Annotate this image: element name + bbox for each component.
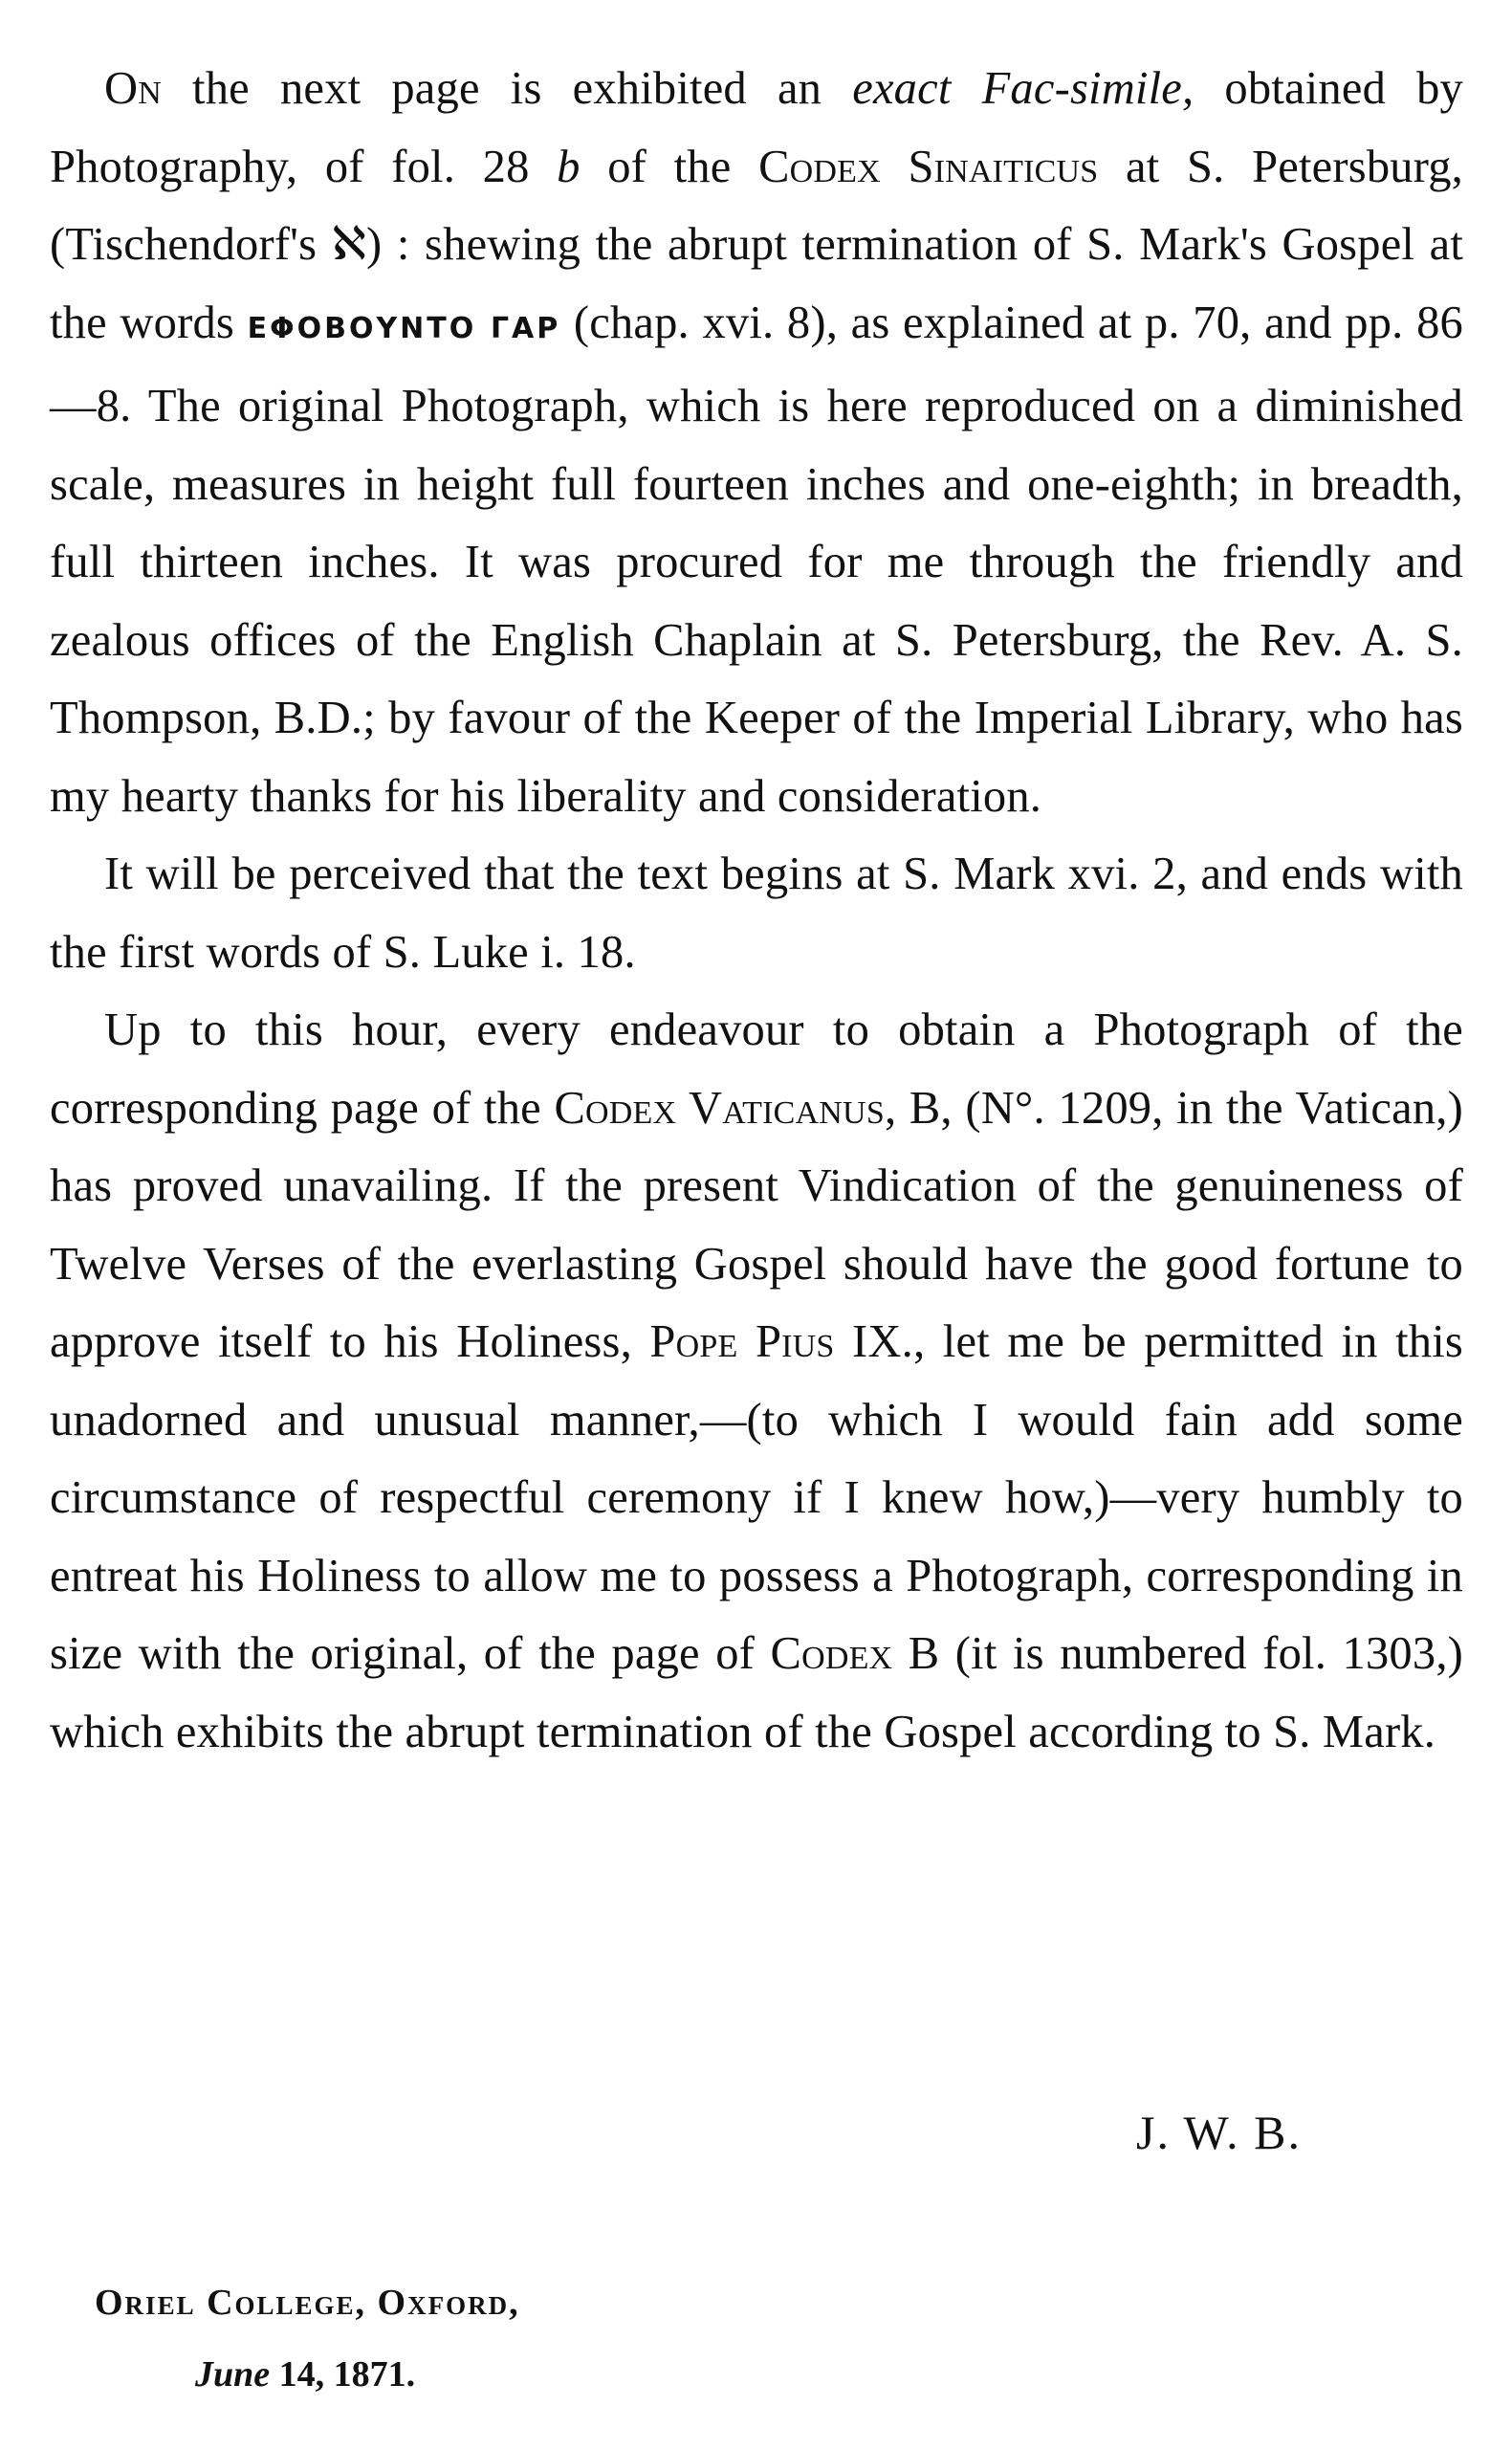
facsimile-italic: Fac-simile, [981,63,1194,114]
text-run [952,63,982,114]
author-signature: J. W. B. [1136,2106,1303,2159]
exact-italic: exact [852,63,952,114]
date-line [195,2353,415,2395]
text-run: (chap. xvi. 8), as explained at p. 70, and pp. 86—8. The original Photograph, which is here reproduced on a diminished scale, measures in height full fourteen inches and one-eighth; in breadth, full thirteen inches. It was procured for me through the friendly and zealous offices of the English Chaplain at S. Petersburg, the Rev. A. S. Thompson, B.D.; by favour of the Keeper of the Imperial Library, who has my hearty thanks for his liberality and consideration. [50,297,1463,822]
text-run: at S. Petersburg, (Tischendorf's [50,141,1463,270]
paragraph-text-range: It will be perceived that the text begins at S. Mark xvi. 2, and ends with the first words of S. Luke i. 18. [50,849,1463,978]
date-month: June [195,2354,271,2395]
folio-b-italic: b [557,141,581,192]
date-day-year: 14, 1871. [270,2354,416,2395]
text-run: the next page is exhibited an [161,63,853,114]
text-run: ) : shewing the abrupt termination of S. Mark's Gospel at the words [50,219,1463,348]
pope-pius-name: Pope Pius [649,1316,835,1367]
preface-body [50,50,1463,1771]
place-line: Oriel College, Oxford, [95,2283,520,2323]
text-run: IX., let me be permitted in this unadorned and unusual manner,—(to which I would fain add some circumstance of respectful ceremony if I knew how,)—very humbly to entreat his Holiness to allow me to possess a Photograph, corresponding in size with the original, of the page of [50,1316,1463,1679]
codex-name: Codex [770,1628,893,1679]
codex-sinaiticus-name: Codex Sinaiticus [758,141,1099,192]
text-run: of the [580,141,759,192]
codex-vaticanus-name: Codex Vaticanus [554,1082,885,1134]
text-run: Up to this hour, every endeavour to obtain a Photograph of the corresponding page of the [50,1004,1463,1134]
aleph-symbol: ℵ [331,219,367,270]
text-run: , B, (N°. 1209, in the Vatican,) has proved unavailing. If the present Vindication of the genuineness of Twelve Verses of the everlasting Gospel should have the good fortune to approve itself to his Holiness, [50,1082,1463,1367]
text-run: B (it is numbered fol. 1303,) which exhibits the abrupt termination of the Gospel according to S. Mark. [50,1628,1463,1757]
greek-words: ΕΦΟΒΟΥΝΤΟ ΓΑΡ [247,311,561,345]
paragraph-vaticanus-request [50,991,1463,1771]
paragraph-facsimile-description [50,50,1463,835]
opening-word: On [104,63,162,114]
text-run: obtained by Photography, of fol. 28 [50,63,1463,192]
